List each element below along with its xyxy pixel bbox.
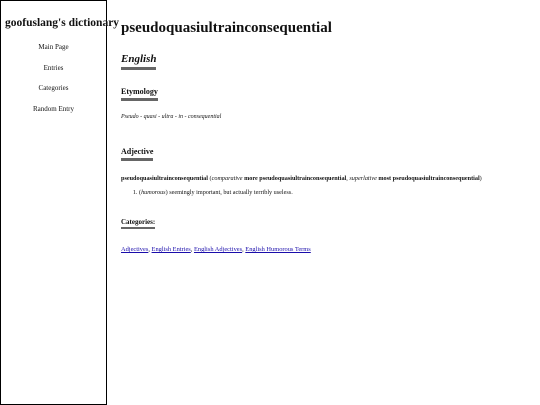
category-link-english-entries[interactable]: English Entries bbox=[151, 246, 191, 253]
category-link-english-adjectives[interactable]: English Adjectives bbox=[193, 246, 243, 253]
nav-item-main-page[interactable]: Main Page bbox=[38, 43, 69, 51]
superlative-label: superlative bbox=[349, 175, 377, 182]
headword-line bbox=[121, 175, 531, 182]
categories-underline bbox=[121, 227, 155, 229]
main-content bbox=[121, 0, 531, 253]
language-heading-text: English bbox=[121, 53, 157, 65]
language-underline bbox=[121, 67, 156, 70]
page-title: pseudoquasiultrainconsequential bbox=[121, 20, 332, 36]
categories-section bbox=[121, 211, 531, 253]
close-paren: ) bbox=[479, 175, 482, 182]
categories-heading bbox=[121, 218, 155, 229]
nav-item-categories[interactable]: Categories bbox=[38, 84, 69, 92]
category-link-adjectives[interactable]: Adjectives bbox=[121, 246, 149, 253]
etymology-text: Pseudo - quasi - ultra - in - consequential bbox=[121, 114, 222, 120]
sidebar bbox=[0, 0, 120, 405]
definition-label: humorous bbox=[141, 189, 166, 196]
categories-heading-text: Categories: bbox=[121, 218, 156, 226]
adjective-underline bbox=[121, 158, 153, 161]
etymology-heading bbox=[121, 87, 158, 101]
etymology-section bbox=[121, 81, 531, 120]
category-separator: , bbox=[242, 246, 246, 253]
form-separator: , bbox=[346, 175, 350, 182]
nav-item-random-entry[interactable]: Random Entry bbox=[32, 104, 75, 113]
adjective-section bbox=[121, 141, 531, 197]
nav-item-entries[interactable]: Entries bbox=[43, 63, 64, 72]
comparative-form: more pseudoquasiultrainconsequential bbox=[244, 175, 347, 182]
adjective-heading bbox=[121, 147, 153, 161]
category-links bbox=[121, 246, 531, 253]
comparative-label: comparative bbox=[211, 175, 243, 182]
etymology-underline bbox=[121, 98, 158, 101]
category-separator: , bbox=[148, 246, 152, 253]
sidebar-nav bbox=[1, 43, 106, 125]
superlative-form: most pseudoquasiultrainconsequential bbox=[378, 175, 480, 182]
etymology-heading-text: Etymology bbox=[121, 87, 158, 96]
definition-text: seemingly important, but actually terribly useless. bbox=[167, 189, 293, 196]
definition-list bbox=[121, 188, 531, 197]
site-title[interactable]: goofuslang's dictionary bbox=[5, 17, 120, 29]
headword: pseudoquasiultrainconsequential bbox=[121, 175, 208, 182]
definition-item: 1. (humorous) seemingly important, but actually terribly useless. bbox=[139, 188, 531, 197]
language-heading bbox=[121, 53, 156, 70]
open-paren: ( bbox=[208, 175, 212, 182]
category-separator: , bbox=[190, 246, 194, 253]
language-section bbox=[121, 37, 531, 70]
adjective-heading-text: Adjective bbox=[121, 147, 154, 156]
category-link-english-humorous-terms[interactable]: English Humorous Terms bbox=[245, 246, 311, 253]
